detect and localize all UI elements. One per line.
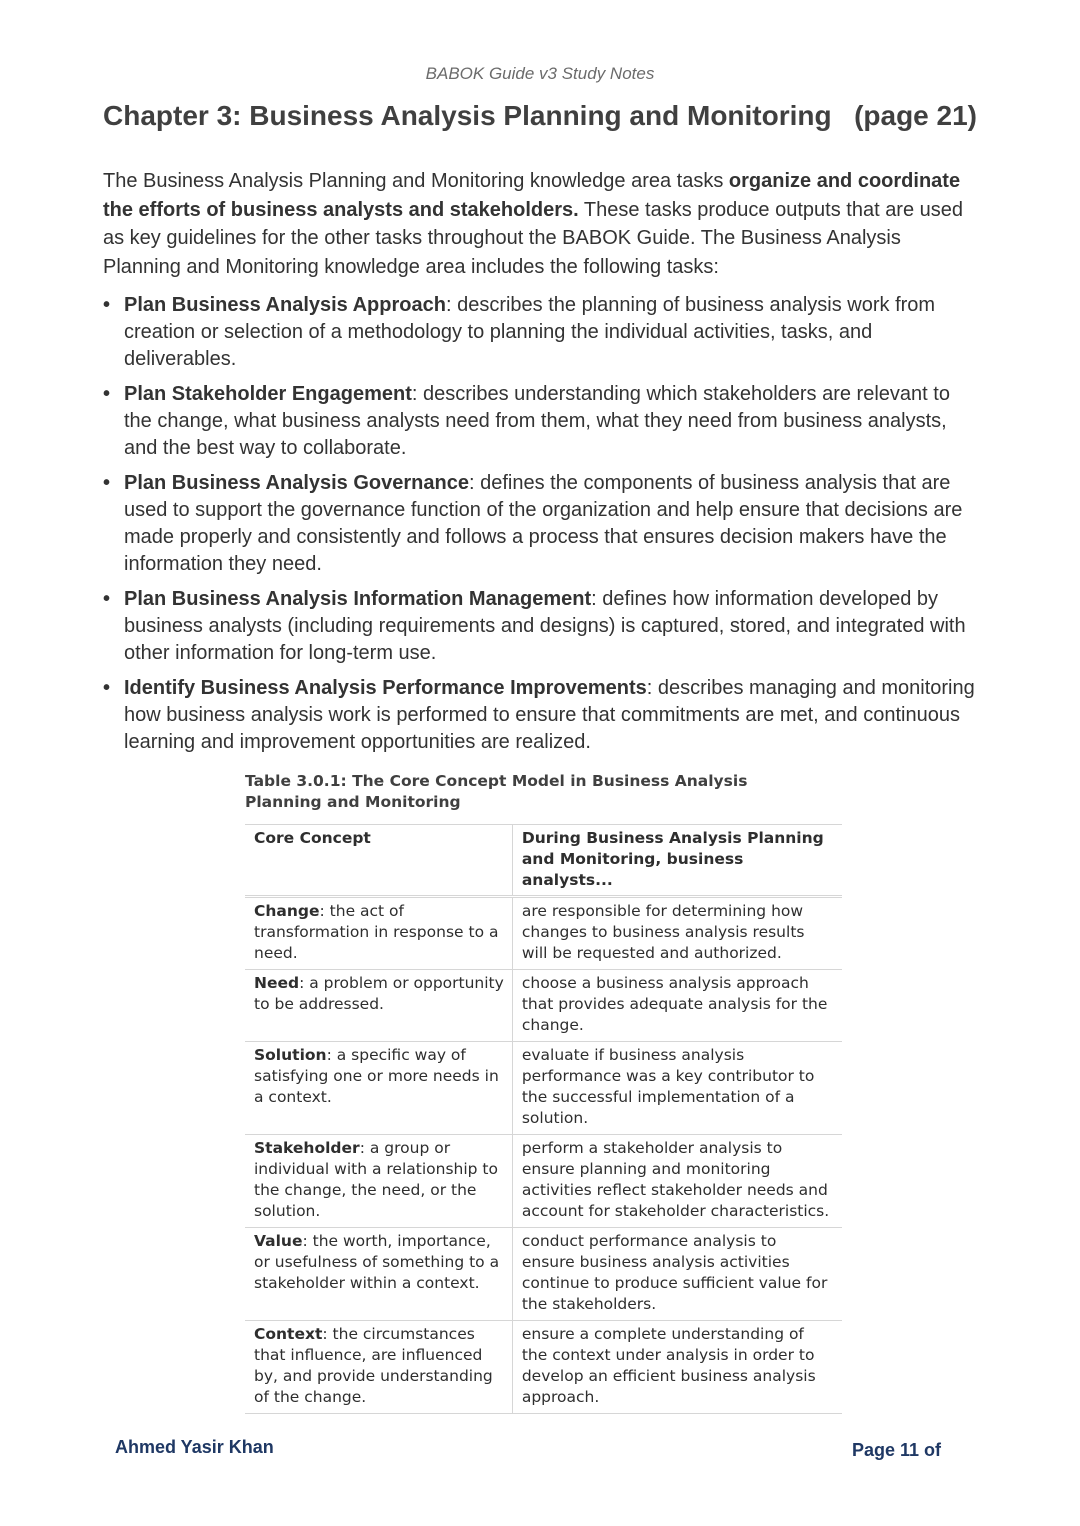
concept-definition: : a specific way of satisfying one or more needs in a context. bbox=[254, 1046, 499, 1106]
footer-page-number: Page 11 of bbox=[852, 1440, 942, 1460]
concept-definition: : the act of transformation in response to a need. bbox=[254, 902, 499, 962]
activity-cell: ensure a complete understanding of the context under analysis in order to develop an efficient business analysis approach. bbox=[512, 1321, 842, 1414]
page-header: BABOK Guide v3 Study Notes bbox=[425, 64, 655, 83]
intro-emphasis: organize and coordinate the efforts of business analysts and stakeholders. bbox=[103, 170, 961, 221]
task-list bbox=[103, 292, 977, 764]
activity-cell: perform a stakeholder analysis to ensure planning and monitoring activities reflect stakeholder needs and account for stakeholder characteristics. bbox=[512, 1135, 842, 1228]
bullet-icon: • bbox=[103, 294, 111, 316]
concept-cell bbox=[245, 970, 512, 1042]
task-item bbox=[103, 381, 977, 462]
intro-text-2: These tasks produce outputs that are used as key guidelines for the other tasks throughout the BABOK Guide. The Business Analysis Planning and Monitoring knowledge area includes the following tasks: bbox=[103, 198, 964, 278]
table-row bbox=[245, 1135, 842, 1228]
task-name: Identify Business Analysis Performance Improvements bbox=[124, 677, 647, 699]
concept-cell bbox=[245, 897, 512, 970]
activity-cell: evaluate if business analysis performance was a key contributor to the successful implementation of a solution. bbox=[512, 1042, 842, 1135]
concept-term: Solution bbox=[254, 1046, 327, 1064]
concept-definition: : a problem or opportunity to be addressed. bbox=[254, 974, 504, 1013]
concept-cell bbox=[245, 1321, 512, 1414]
chapter-heading: Chapter 3: Business Analysis Planning and Monitoring bbox=[103, 100, 832, 131]
task-item bbox=[103, 470, 977, 578]
task-description: : defines the components of business analysis that are used to support the governance function of the organization and help ensure that decisions are made properly and consistently and follows a process that ensures decision makers have the information they need. bbox=[124, 472, 963, 575]
bullet-icon: • bbox=[103, 677, 111, 699]
task-description: : describes managing and monitoring how business analysis work is performed to ensure that commitments are met, and continuous learning and improvement opportunities are realized. bbox=[124, 677, 975, 753]
table-row bbox=[245, 1228, 842, 1321]
footer-author: Ahmed Yasir Khan bbox=[115, 1437, 274, 1457]
concept-term: Context bbox=[254, 1325, 323, 1343]
bullet-icon: • bbox=[103, 383, 111, 405]
task-name: Plan Business Analysis Governance bbox=[124, 472, 469, 494]
bullet-icon: • bbox=[103, 588, 111, 610]
column-header-concept: Core Concept bbox=[245, 825, 512, 897]
task-description: : describes understanding which stakeholders are relevant to the change, what business analysts need from them, what they need from business analysts, and the best way to collaborate. bbox=[124, 383, 950, 459]
task-description: : defines how information developed by business analysts (including requirements and designs) is captured, stored, and integrated with other information for long-term use. bbox=[124, 588, 966, 664]
chapter-title bbox=[103, 100, 977, 132]
concept-term: Need bbox=[254, 974, 300, 992]
task-name: Plan Business Analysis Information Management bbox=[124, 588, 592, 610]
activity-cell: are responsible for determining how changes to business analysis results will be requested and authorized. bbox=[512, 897, 842, 970]
task-description: : describes the planning of business analysis work from creation or selection of a methodology to planning the individual activities, tasks, and deliverables. bbox=[124, 294, 936, 370]
intro-paragraph bbox=[103, 167, 975, 281]
concept-definition: : a group or individual with a relationship to the change, the need, or the solution. bbox=[254, 1139, 498, 1220]
task-item bbox=[103, 292, 977, 373]
table-caption: Table 3.0.1: The Core Concept Model in Business Analysis Planning and Monitoring bbox=[245, 772, 748, 811]
concept-term: Stakeholder bbox=[254, 1139, 360, 1157]
concept-cell bbox=[245, 1135, 512, 1228]
task-name: Plan Stakeholder Engagement bbox=[124, 383, 412, 405]
bullet-icon: • bbox=[103, 472, 111, 494]
task-name: Plan Business Analysis Approach bbox=[124, 294, 446, 316]
table-row bbox=[245, 897, 842, 970]
page-reference: (page 21) bbox=[854, 100, 977, 131]
activity-cell: conduct performance analysis to ensure business analysis activities continue to produce sufficient value for the stakeholders. bbox=[512, 1228, 842, 1321]
table-header-row bbox=[245, 825, 842, 897]
table-row bbox=[245, 970, 842, 1042]
intro-text-1: The Business Analysis Planning and Monitoring knowledge area tasks bbox=[103, 170, 729, 192]
concept-definition: : the circumstances that influence, are influenced by, and provide understanding of the change. bbox=[254, 1325, 493, 1406]
concept-term: Change bbox=[254, 902, 320, 920]
task-item bbox=[103, 586, 977, 667]
concept-cell bbox=[245, 1228, 512, 1321]
column-header-activity: During Business Analysis Planning and Monitoring, business analysts... bbox=[512, 825, 842, 897]
task-item bbox=[103, 675, 977, 756]
table-row bbox=[245, 1042, 842, 1135]
table-row bbox=[245, 1321, 842, 1414]
activity-cell: choose a business analysis approach that provides adequate analysis for the change. bbox=[512, 970, 842, 1042]
concept-cell bbox=[245, 1042, 512, 1135]
concept-definition: : the worth, importance, or usefulness of something to a stakeholder within a context. bbox=[254, 1232, 500, 1292]
core-concept-table bbox=[245, 824, 842, 1414]
concept-term: Value bbox=[254, 1232, 303, 1250]
